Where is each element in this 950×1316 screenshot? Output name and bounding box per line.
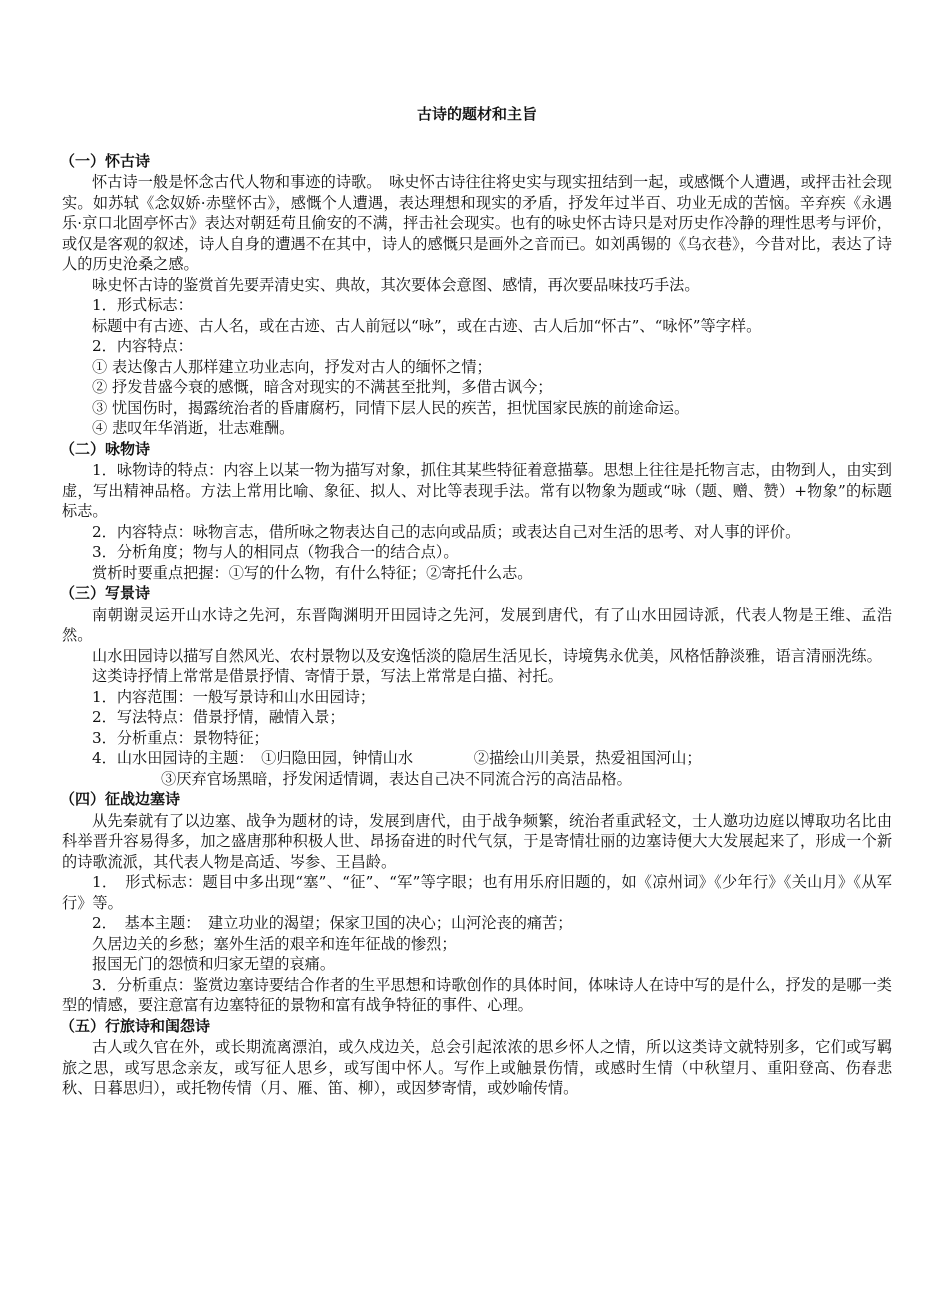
list-item: 2． 基本主题： 建立功业的渴望；保家卫国的决心；山河沦丧的痛苦；: [92, 914, 573, 932]
paragraph: 1． 形式标志：题目中多出现“塞”、“征”、“军”等字眼；也有用乐府旧题的，如《凉州词》《少年行》《关山月》《从军行》等。: [62, 873, 892, 912]
list-item: ④ 悲叹年华消逝，壮志难酬。: [92, 419, 295, 437]
section-heading-yongwu: （二）咏物诗: [60, 439, 151, 458]
section-heading-huaigu: （一）怀古诗: [60, 151, 151, 170]
list-item: ③厌弃官场黑暗，抒发闲适情调，表达自己决不同流合污的高洁品格。: [161, 769, 632, 788]
paragraph: 这类诗抒情上常常是借景抒情、寄情于景，写法上常常是白描、衬托。: [92, 667, 563, 685]
document-title: 古诗的题材和主旨: [416, 105, 537, 123]
paragraph: 3．分析重点：鉴赏边塞诗要结合作者的生平思想和诗歌创作的具体时间，体味诗人在诗中写的是什么，抒发的是哪一类型的情感，要注意富有边塞特征的景物和富有战争特征的事件、心理。: [62, 975, 892, 1014]
paragraph: 南朝谢灵运开山水诗之先河，东晋陶渊明开田园诗之先河，发展到唐代，有了山水田园诗派，代表人物是王维、孟浩然。: [62, 605, 892, 644]
paragraph: 从先秦就有了以边塞、战争为题材的诗，发展到唐代，由于战争频繁，统治者重武轻文，士人邀功边庭以博取功名比由科举晋升容易得多，加之盛唐那种积极人世、昂扬奋进的时代气氛，于是寄情壮丽的边塞诗便大大发展起来了，形成一个新的诗歌流派，其代表人物是高适、岑参、王昌龄。: [62, 811, 892, 871]
paragraph: 怀古诗一般是怀念古代人物和事迹的诗歌。 咏史怀古诗往往将史实与现实扭结到一起，或感慨个人遭遇，或抨击社会现实。如苏轼《念奴娇·赤壁怀古》，感慨个人遭遇，表达理想和现实的矛盾，抒发年过半百、功业无成的苦恼。辛弃疾《永遇乐·京口北固亭怀古》表达对朝廷苟且偷安的不满，抨击社会现实。也有的咏史怀古诗只是对历史作冷静的理性思考与评价，或仅是客观的叙述，诗人自身的遭遇不在其中，诗人的感慨只是画外之音而已。如刘禹锡的《乌衣巷》，今昔对比，表达了诗人的历史沧桑之感。: [62, 173, 892, 273]
paragraph: 标题中有古迹、古人名，或在古迹、古人前冠以“咏”，或在古迹、古人后加“怀古”、“咏怀”等字样。: [92, 316, 762, 335]
list-item: 3．分析角度；物与人的相同点（物我合一的结合点）。: [92, 543, 459, 561]
list-item: 报国无门的怨愤和归家无望的哀痛。: [92, 955, 335, 973]
list-item: ③ 忧国伤时，揭露统治者的昏庸腐朽，同情下层人民的疾苦，担忧国家民族的前途命运。: [92, 398, 690, 417]
document-page: [62, 104, 892, 1099]
list-item: 赏析时要重点把握：①写的什么物，有什么特征；②寄托什么志。: [92, 563, 533, 582]
list-item: 2．内容特点：: [92, 337, 193, 355]
list-item: ① 表达像古人那样建立功业志向，抒发对古人的缅怀之情；: [92, 357, 492, 376]
list-item: 1．形式标志：: [92, 296, 193, 314]
section-heading-xiejing: （三）写景诗: [60, 584, 151, 602]
list-item: 久居边关的乡愁；塞外生活的艰辛和连年征战的惨烈；: [92, 934, 457, 953]
section-heading-biansai: （四）征战边塞诗: [60, 790, 181, 808]
paragraph: 2．内容特点：咏物言志，借所咏之物表达自己的志向或品质；或表达自己对生活的思考、对人事的评价。: [92, 522, 801, 541]
list-item: 4．山水田园诗的主题： ①归隐田园，钟情山水 ②描绘山川美景，热爱祖国河山；: [92, 749, 702, 767]
paragraph: 1．咏物诗的特点：内容上以某一物为描写对象，抓住其某些特征着意描摹。思想上往往是托物言志，由物到人，由实到虚，写出精神品格。方法上常用比喻、象征、拟人、对比等表现手法。常有以物象为题或“咏（题、赠、赞）+物象”的标题标志。: [62, 461, 892, 520]
section-heading-xinglv-guiyuan: （五）行旅诗和闺怨诗: [60, 1016, 211, 1035]
paragraph: 山水田园诗以描写自然风光、农村景物以及安逸恬淡的隐居生活见长，诗境隽永优美，风格恬静淡雅，语言清丽洗练。: [92, 646, 882, 665]
list-item: 1．内容范围：一般写景诗和山水田园诗；: [92, 687, 376, 706]
list-item: ② 抒发昔盛今衰的感慨，暗含对现实的不满甚至批判，多借古讽今；: [92, 378, 553, 396]
paragraph: 古人或久官在外，或长期流离漂泊，或久戍边关，总会引起浓浓的思乡怀人之情，所以这类诗文就特别多，它们或写羁旅之思，或写思念亲友，或写征人思乡，或写闺中怀人。写作上或触景伤情，或感时生情（中秋望月、重阳登高、伤春悲秋、日暮思归），或托物传情（月、雁、笛、柳），或因梦寄情，或妙喻传情。: [62, 1038, 892, 1097]
paragraph: 咏史怀古诗的鉴赏首先要弄清史实、典故，其次要体会意图、感情，再次要品味技巧手法。: [92, 275, 700, 294]
list-item: 2．写法特点：借景抒情，融情入景；: [92, 708, 345, 726]
list-item: 3．分析重点：景物特征；: [92, 728, 269, 747]
